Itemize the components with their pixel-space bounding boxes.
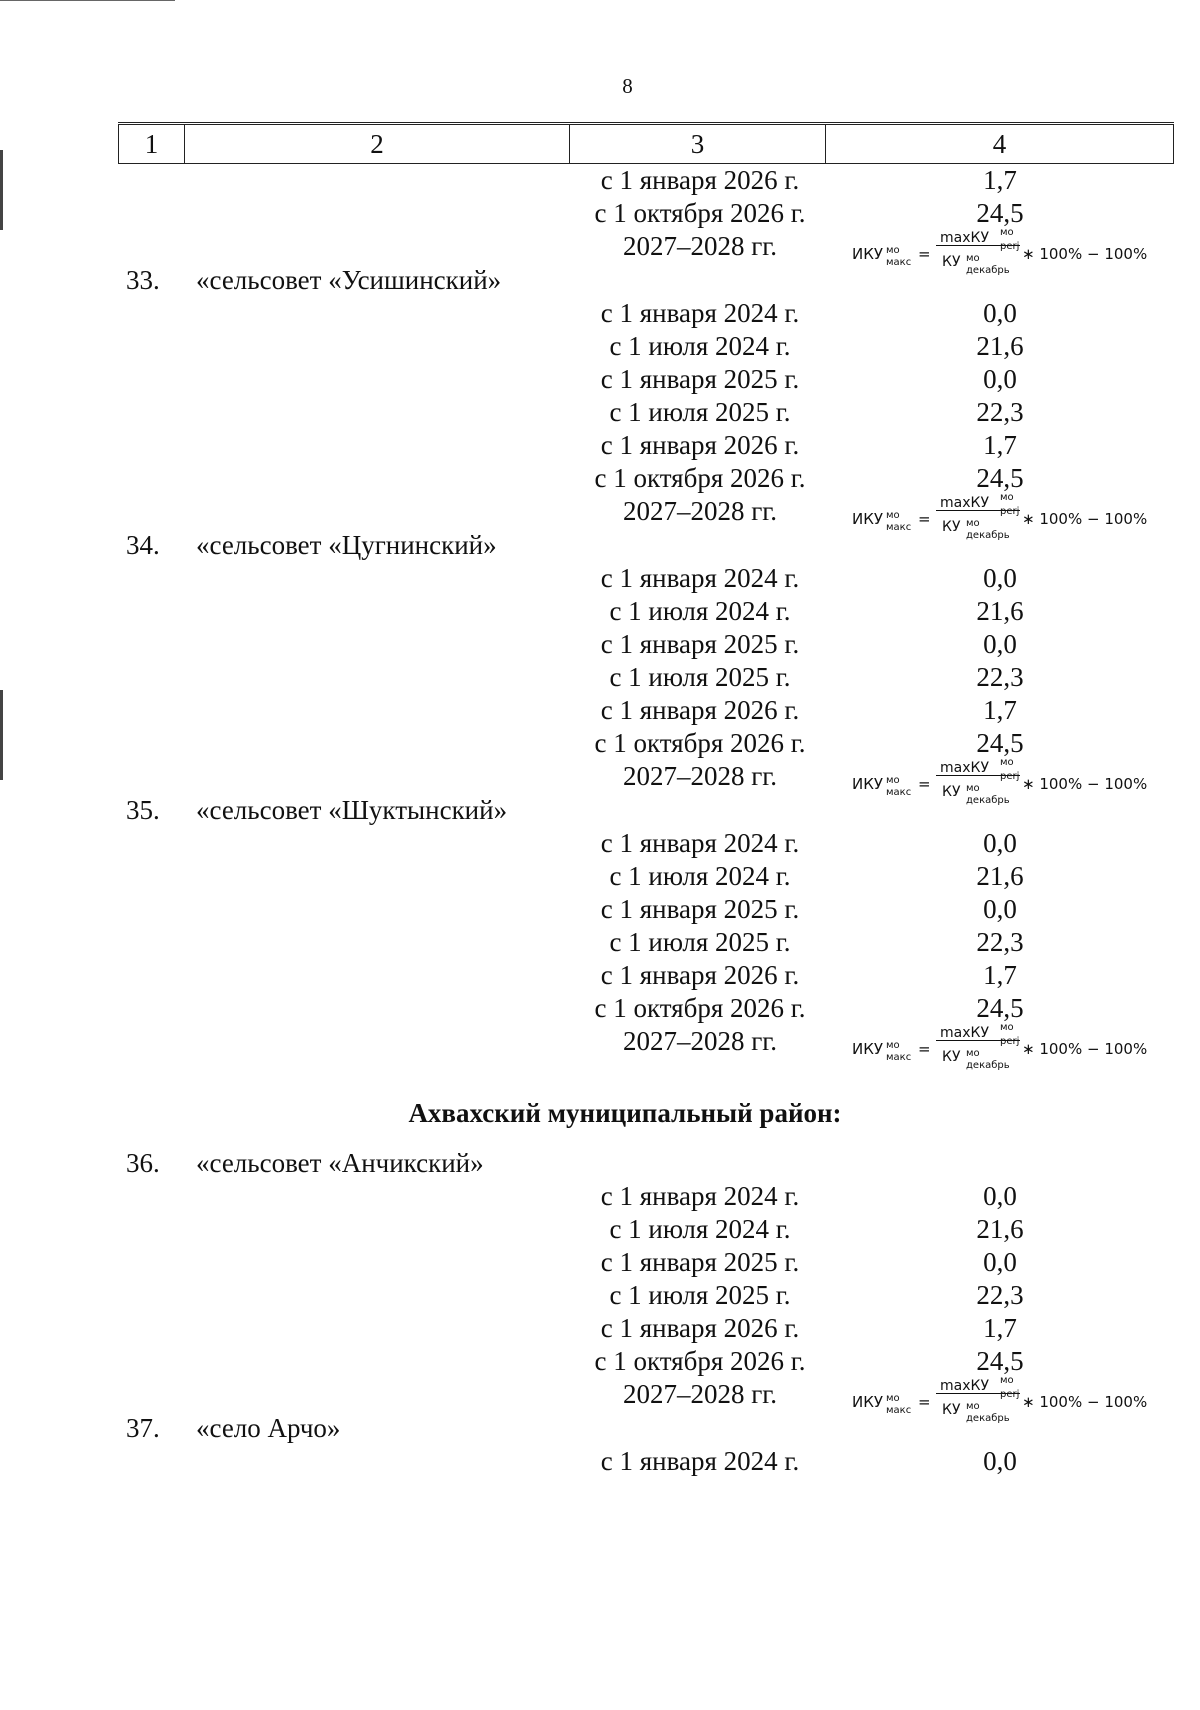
period-cell: с 1 января 2026 г. bbox=[600, 960, 800, 990]
formula-numerator: maxКУ мо perj bbox=[940, 757, 1020, 782]
period-cell: с 1 октября 2026 г. bbox=[594, 728, 806, 758]
formula-denominator: КУ мо декабрь bbox=[942, 518, 1010, 541]
row-number: 33. bbox=[126, 265, 160, 295]
period-cell: с 1 июля 2025 г. bbox=[609, 1280, 791, 1310]
formula-rhs: ∗ 100% − 100% bbox=[1022, 1393, 1148, 1411]
value-cell: 0,0 bbox=[983, 1446, 1017, 1476]
period-cell: с 1 января 2024 г. bbox=[600, 1446, 800, 1476]
row-number: 34. bbox=[126, 530, 160, 560]
rate-row bbox=[0, 959, 1200, 992]
row-number: 37. bbox=[126, 1413, 160, 1443]
value-cell: 22,3 bbox=[976, 927, 1024, 957]
value-cell: 22,3 bbox=[976, 1280, 1024, 1310]
period-cell: с 1 июля 2024 г. bbox=[609, 1214, 791, 1244]
period-cell: с 1 октября 2026 г. bbox=[594, 1346, 806, 1376]
rate-row bbox=[0, 363, 1200, 396]
rate-row bbox=[0, 297, 1200, 330]
formula-row bbox=[0, 1022, 1200, 1071]
period-cell: 2027–2028 гг. bbox=[622, 1379, 778, 1409]
rate-row bbox=[0, 562, 1200, 595]
column-header-2: 2 bbox=[185, 125, 570, 164]
value-cell: 24,5 bbox=[976, 1346, 1024, 1376]
value-cell: 0,0 bbox=[983, 298, 1017, 328]
period-cell: с 1 января 2026 г. bbox=[600, 695, 800, 725]
period-cell: с 1 октября 2026 г. bbox=[594, 463, 806, 493]
rate-row bbox=[0, 1445, 1200, 1478]
municipality-row bbox=[0, 1412, 1200, 1445]
period-cell: с 1 января 2025 г. bbox=[600, 364, 800, 394]
formula-row bbox=[0, 227, 1200, 276]
formula-numerator: maxКУ мо perj bbox=[940, 1022, 1020, 1047]
rate-row bbox=[0, 595, 1200, 628]
formula-rhs: ∗ 100% − 100% bbox=[1022, 1040, 1148, 1058]
period-cell: с 1 января 2024 г. bbox=[600, 828, 800, 858]
period-cell: с 1 января 2025 г. bbox=[600, 629, 800, 659]
value-cell: 0,0 bbox=[983, 894, 1017, 924]
column-header-3: 3 bbox=[570, 125, 826, 164]
column-header-1: 1 bbox=[119, 125, 185, 164]
period-cell: 2027–2028 гг. bbox=[622, 231, 778, 261]
period-cell: 2027–2028 гг. bbox=[622, 761, 778, 791]
period-cell: 2027–2028 гг. bbox=[622, 496, 778, 526]
value-cell: 1,7 bbox=[983, 695, 1017, 725]
period-cell: с 1 января 2024 г. bbox=[600, 563, 800, 593]
value-cell: 24,5 bbox=[976, 463, 1024, 493]
period-cell: с 1 октября 2026 г. bbox=[594, 198, 806, 228]
period-cell: с 1 января 2026 г. bbox=[600, 1313, 800, 1343]
rate-row bbox=[0, 429, 1200, 462]
formula-fraction bbox=[936, 1019, 1020, 1071]
formula-fraction bbox=[936, 754, 1020, 806]
value-cell: 0,0 bbox=[983, 1181, 1017, 1211]
rate-row bbox=[0, 1246, 1200, 1279]
value-cell: 21,6 bbox=[976, 331, 1024, 361]
period-cell: с 1 января 2024 г. bbox=[600, 1181, 800, 1211]
period-cell: с 1 октября 2026 г. bbox=[594, 993, 806, 1023]
rate-row bbox=[0, 628, 1200, 661]
period-cell: с 1 июля 2024 г. bbox=[609, 331, 791, 361]
period-cell: с 1 июля 2024 г. bbox=[609, 596, 791, 626]
formula-lhs: ИКУ мо макс bbox=[852, 1393, 912, 1416]
rate-row bbox=[0, 1312, 1200, 1345]
formula-denominator: КУ мо декабрь bbox=[942, 783, 1010, 806]
rate-row bbox=[0, 661, 1200, 694]
formula-lhs: ИКУ мо макс bbox=[852, 510, 912, 533]
value-cell: 0,0 bbox=[983, 1247, 1017, 1277]
rate-row bbox=[0, 1180, 1200, 1213]
period-cell: с 1 января 2026 г. bbox=[600, 430, 800, 460]
municipality-row bbox=[0, 529, 1200, 562]
rate-row bbox=[0, 893, 1200, 926]
rate-row bbox=[0, 1213, 1200, 1246]
value-cell: 0,0 bbox=[983, 828, 1017, 858]
formula-denominator: КУ мо декабрь bbox=[942, 1048, 1010, 1071]
formula-rhs: ∗ 100% − 100% bbox=[1022, 245, 1148, 263]
municipality-name: «сельсовет «Цугнинский» bbox=[196, 530, 497, 560]
row-number: 36. bbox=[126, 1148, 160, 1178]
period-cell: с 1 июля 2025 г. bbox=[609, 662, 791, 692]
rate-row bbox=[0, 164, 1200, 197]
formula bbox=[852, 1019, 1152, 1071]
rate-row bbox=[0, 926, 1200, 959]
value-cell: 1,7 bbox=[983, 960, 1017, 990]
formula bbox=[852, 489, 1152, 541]
formula-equals: = bbox=[918, 510, 931, 528]
formula bbox=[852, 754, 1152, 806]
formula bbox=[852, 1372, 1152, 1424]
value-cell: 22,3 bbox=[976, 397, 1024, 427]
value-cell: 1,7 bbox=[983, 430, 1017, 460]
formula-row bbox=[0, 1375, 1200, 1424]
period-cell: с 1 июля 2025 г. bbox=[609, 927, 791, 957]
formula-numerator: maxКУ мо perj bbox=[940, 227, 1020, 252]
period-cell: с 1 января 2024 г. bbox=[600, 298, 800, 328]
value-cell: 1,7 bbox=[983, 1313, 1017, 1343]
value-cell: 21,6 bbox=[976, 596, 1024, 626]
rate-row bbox=[0, 694, 1200, 727]
municipality-name: «село Арчо» bbox=[196, 1413, 341, 1443]
rate-row bbox=[0, 860, 1200, 893]
municipality-row bbox=[0, 1147, 1200, 1180]
rate-row bbox=[0, 330, 1200, 363]
period-cell: 2027–2028 гг. bbox=[622, 1026, 778, 1056]
section-heading: Ахвахский муниципальный район: bbox=[408, 1098, 842, 1128]
document-body bbox=[0, 164, 1200, 1478]
value-cell: 24,5 bbox=[976, 993, 1024, 1023]
column-header-table bbox=[118, 124, 1174, 164]
municipality-name: «сельсовет «Анчикский» bbox=[196, 1148, 484, 1178]
rate-row bbox=[0, 396, 1200, 429]
period-cell: с 1 июля 2025 г. bbox=[609, 397, 791, 427]
value-cell: 0,0 bbox=[983, 629, 1017, 659]
period-cell: с 1 января 2025 г. bbox=[600, 894, 800, 924]
period-cell: с 1 июля 2024 г. bbox=[609, 861, 791, 891]
formula-fraction bbox=[936, 1372, 1020, 1424]
formula-rhs: ∗ 100% − 100% bbox=[1022, 775, 1148, 793]
formula-lhs: ИКУ мо макс bbox=[852, 1040, 912, 1063]
formula-numerator: maxКУ мо perj bbox=[940, 492, 1020, 517]
formula-fraction bbox=[936, 489, 1020, 541]
municipality-name: «сельсовет «Шуктынский» bbox=[196, 795, 508, 825]
municipality-name: «сельсовет «Усишинский» bbox=[196, 265, 502, 295]
formula-equals: = bbox=[918, 1393, 931, 1411]
period-cell: с 1 января 2026 г. bbox=[600, 165, 800, 195]
municipality-row bbox=[0, 794, 1200, 827]
formula-rhs: ∗ 100% − 100% bbox=[1022, 510, 1148, 528]
formula-numerator: maxКУ мо perj bbox=[940, 1375, 1020, 1400]
value-cell: 24,5 bbox=[976, 198, 1024, 228]
scan-edge-mark bbox=[0, 0, 175, 1]
formula-row bbox=[0, 757, 1200, 806]
formula-fraction bbox=[936, 224, 1020, 276]
formula-denominator: КУ мо декабрь bbox=[942, 1401, 1010, 1424]
rate-row bbox=[0, 827, 1200, 860]
row-number: 35. bbox=[126, 795, 160, 825]
formula-lhs: ИКУ мо макс bbox=[852, 245, 912, 268]
formula-lhs: ИКУ мо макс bbox=[852, 775, 912, 798]
formula bbox=[852, 224, 1152, 276]
value-cell: 21,6 bbox=[976, 1214, 1024, 1244]
value-cell: 0,0 bbox=[983, 364, 1017, 394]
page-number: 8 bbox=[622, 74, 633, 98]
formula-equals: = bbox=[918, 1040, 931, 1058]
formula-denominator: КУ мо декабрь bbox=[942, 253, 1010, 276]
formula-equals: = bbox=[918, 775, 931, 793]
formula-equals: = bbox=[918, 245, 931, 263]
value-cell: 21,6 bbox=[976, 861, 1024, 891]
table-top-rule bbox=[118, 122, 1174, 123]
period-cell: с 1 января 2025 г. bbox=[600, 1247, 800, 1277]
municipality-row bbox=[0, 264, 1200, 297]
value-cell: 1,7 bbox=[983, 165, 1017, 195]
value-cell: 24,5 bbox=[976, 728, 1024, 758]
formula-row bbox=[0, 492, 1200, 541]
value-cell: 22,3 bbox=[976, 662, 1024, 692]
rate-row bbox=[0, 1279, 1200, 1312]
value-cell: 0,0 bbox=[983, 563, 1017, 593]
column-header-4: 4 bbox=[826, 125, 1174, 164]
